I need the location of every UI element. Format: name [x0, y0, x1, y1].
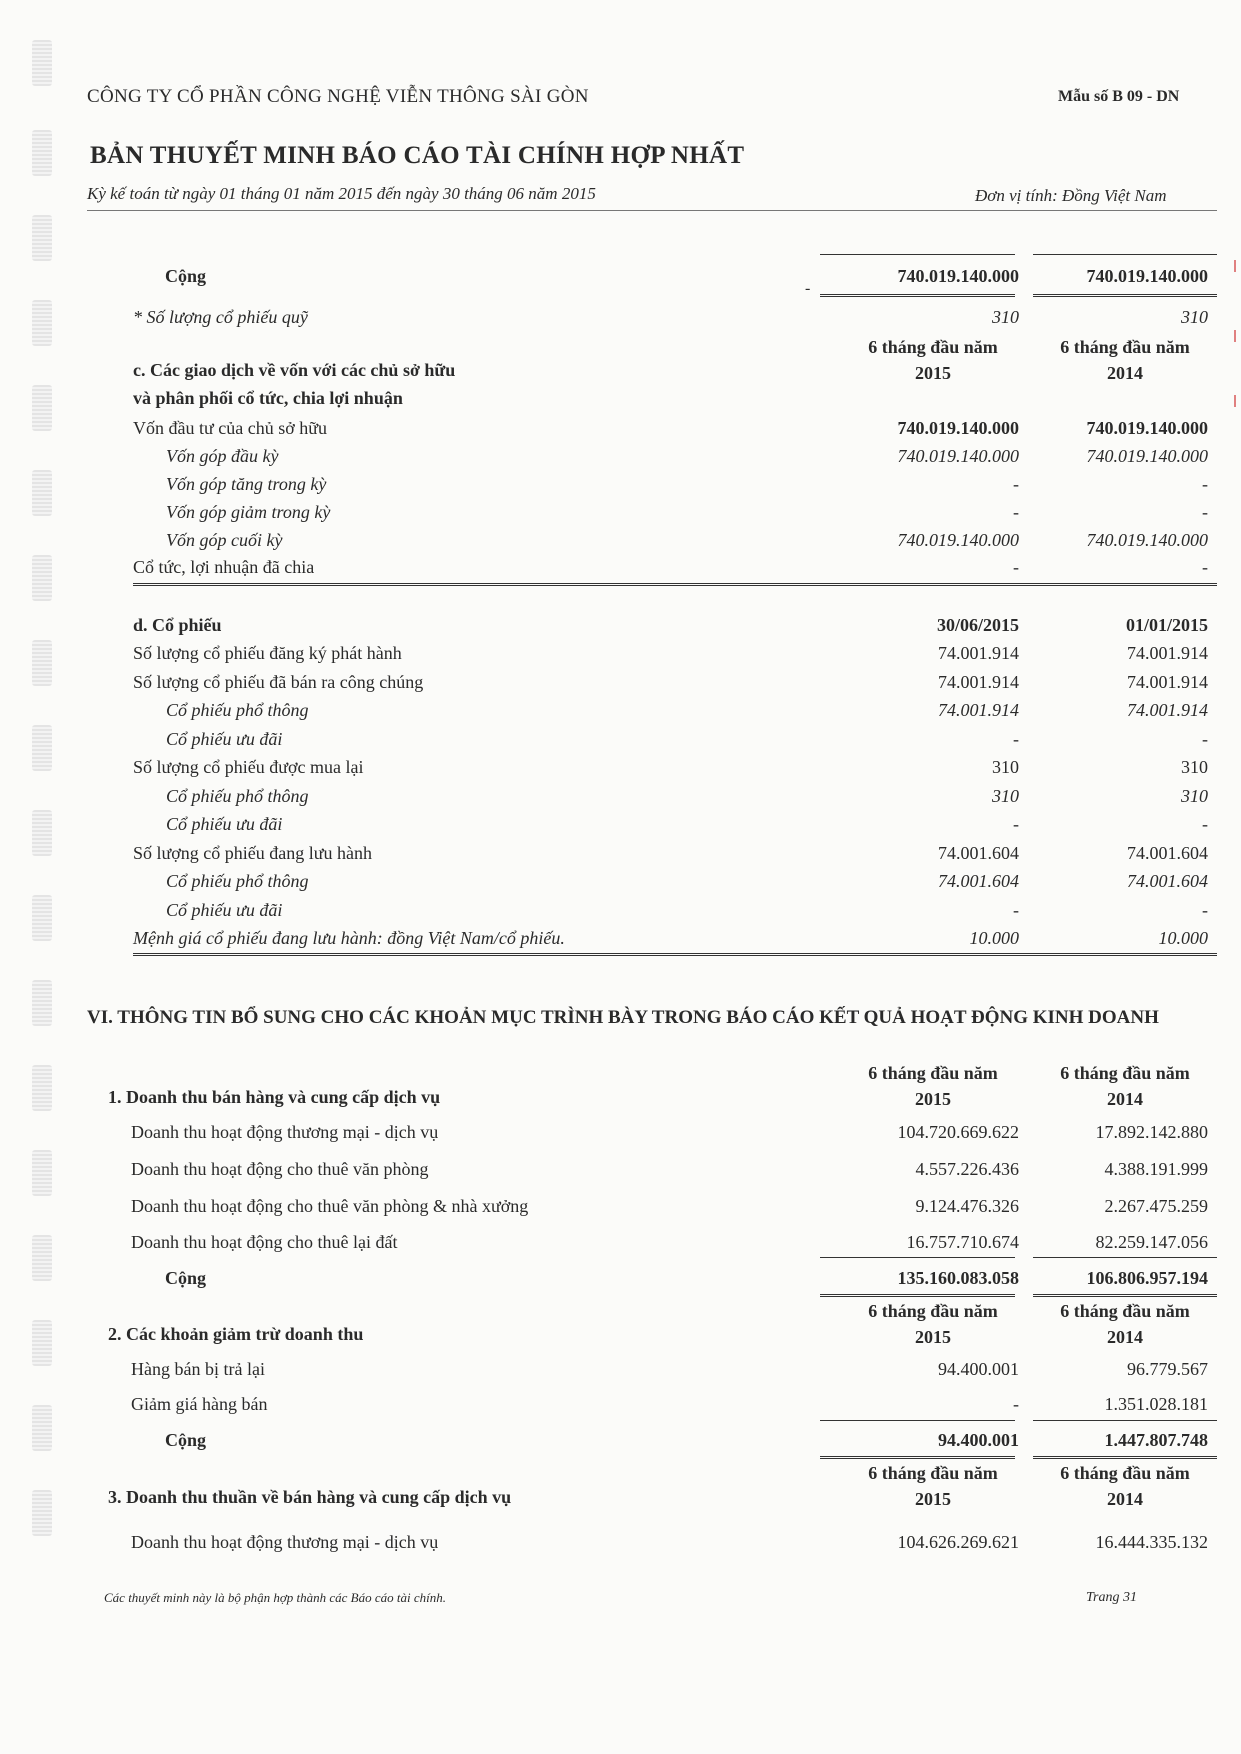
table-row — [0, 418, 1241, 442]
table-row — [0, 672, 1241, 696]
row-label: Số lượng cổ phiếu đang lưu hành — [133, 843, 373, 863]
row-label: Cổ phiếu ưu đãi — [166, 814, 283, 834]
dash-mark: - — [805, 280, 811, 297]
value-col2: - — [1202, 729, 1208, 749]
value-2015: 310 — [992, 307, 1019, 327]
value-2014: 1.351.028.181 — [1104, 1394, 1208, 1414]
column-header-2014 — [1030, 1060, 1220, 1112]
value-2014: 106.806.957.194 — [1086, 1268, 1208, 1288]
binder-hole — [32, 980, 52, 1026]
row-label: Cổ phiếu phổ thông — [166, 786, 309, 806]
table-row — [0, 1394, 1241, 1418]
value-2014: 82.259.147.056 — [1095, 1232, 1208, 1252]
rule — [1033, 1257, 1217, 1258]
value-2015: 740.019.140.000 — [897, 446, 1019, 466]
value-2015: - — [1013, 1394, 1019, 1414]
column-header-year: 2014 — [1107, 363, 1143, 383]
column-header-line: 6 tháng đầu năm — [868, 337, 998, 357]
column-header-2015 — [838, 1060, 1028, 1112]
value-2015: - — [1013, 474, 1019, 494]
value-col2: 74.001.914 — [1127, 672, 1208, 692]
table-row — [0, 1122, 1241, 1146]
section-c-title: c. Các giao dịch về vốn với các chủ sở hữu — [133, 360, 456, 380]
table-row — [0, 530, 1241, 554]
table-row — [0, 1196, 1241, 1220]
table-row — [0, 757, 1241, 781]
row-label: Cổ phiếu phổ thông — [166, 871, 309, 891]
double-rule — [1033, 294, 1217, 297]
column-header-line: 6 tháng đầu năm — [868, 1463, 998, 1483]
column-header-year: 2015 — [915, 1327, 951, 1347]
column-header-year: 2014 — [1107, 1327, 1143, 1347]
column-header-line: 6 tháng đầu năm — [1060, 1463, 1190, 1483]
column-header-year: 2015 — [915, 1089, 951, 1109]
column-header-year: 2014 — [1107, 1489, 1143, 1509]
header-divider — [87, 210, 1217, 211]
value-2014: 740.019.140.000 — [1086, 530, 1208, 550]
value-col1: 74.001.914 — [938, 643, 1019, 663]
page-number: Trang 31 — [1086, 1590, 1137, 1605]
value-2014: 16.444.335.132 — [1095, 1532, 1208, 1552]
value-col2: 74.001.914 — [1127, 643, 1208, 663]
row-label: Doanh thu hoạt động cho thuê văn phòng — [131, 1159, 429, 1179]
table-row — [0, 814, 1241, 838]
column-header-2014 — [1030, 1460, 1220, 1512]
value-2015: 104.626.269.621 — [897, 1532, 1019, 1552]
table-row — [0, 729, 1241, 753]
reporting-period: Kỳ kế toán từ ngày 01 tháng 01 năm 2015 đến ngày 30 tháng 06 năm 2015 — [87, 184, 596, 203]
value-col2: 74.001.604 — [1127, 843, 1208, 863]
section-d-title: d. Cổ phiếu — [133, 615, 222, 635]
value-col1: 74.001.914 — [938, 672, 1019, 692]
double-rule — [820, 1456, 1015, 1459]
value-col1: - — [1013, 729, 1019, 749]
double-rule — [1033, 1294, 1217, 1297]
value-2014: 310 — [1181, 307, 1208, 327]
value-2015: - — [1013, 557, 1019, 577]
rule — [820, 1257, 1015, 1258]
row-label: Doanh thu hoạt động cho thuê văn phòng & nhà xưởng — [131, 1196, 529, 1216]
value-col2: 310 — [1181, 786, 1208, 806]
row-label: Mệnh giá cổ phiếu đang lưu hành: đồng Việt Nam/cổ phiếu. — [133, 928, 565, 948]
table-row-total — [0, 1268, 1241, 1292]
column-header-2015 — [838, 1460, 1028, 1512]
value-col1: 310 — [992, 757, 1019, 777]
binder-hole — [32, 1065, 52, 1111]
table-row — [0, 1232, 1241, 1256]
row-label: Vốn đầu tư của chủ sở hữu — [133, 418, 327, 438]
value-2015: - — [1013, 502, 1019, 522]
column-header-2015 — [838, 1298, 1028, 1350]
column-header-2014 — [1030, 1298, 1220, 1350]
row-label: Giảm giá hàng bán — [131, 1394, 268, 1414]
row-label: Vốn góp tăng trong kỳ — [166, 474, 327, 494]
table-row — [0, 786, 1241, 810]
row-label: Vốn góp cuối kỳ — [166, 530, 283, 550]
row-label: Cổ tức, lợi nhuận đã chia — [133, 557, 315, 577]
column-header-date1: 30/06/2015 — [936, 615, 1019, 635]
double-rule — [133, 583, 1217, 586]
value-col1: 310 — [992, 786, 1019, 806]
row-label: Hàng bán bị trả lại — [131, 1359, 265, 1379]
table-row — [0, 1359, 1241, 1383]
table-row — [0, 928, 1241, 952]
value-col2: 310 — [1181, 757, 1208, 777]
value-2014: - — [1202, 502, 1208, 522]
row-label: Vốn góp đầu kỳ — [166, 446, 279, 466]
value-2014: 4.388.191.999 — [1104, 1159, 1208, 1179]
value-2015: 740.019.140.000 — [897, 530, 1019, 550]
row-label: Doanh thu hoạt động thương mại - dịch vụ — [131, 1532, 439, 1552]
value-2015: 740.019.140.000 — [897, 266, 1019, 286]
table-row — [0, 1532, 1241, 1556]
table-row — [0, 643, 1241, 667]
value-2015: 16.757.710.674 — [906, 1232, 1019, 1252]
value-2015: 135.160.083.058 — [897, 1268, 1019, 1288]
currency-unit: Đơn vị tính: Đồng Việt Nam — [975, 186, 1167, 205]
row-label: Cổ phiếu ưu đãi — [166, 900, 283, 920]
subsection-3-title: 3. Doanh thu thuần về bán hàng và cung cấp dịch vụ — [108, 1487, 512, 1507]
rule — [1033, 1420, 1217, 1421]
row-label: * Số lượng cổ phiếu quỹ — [133, 307, 308, 327]
value-2015: 94.400.001 — [938, 1359, 1019, 1379]
row-label: Doanh thu hoạt động thương mại - dịch vụ — [131, 1122, 439, 1142]
row-label: Cổ phiếu ưu đãi — [166, 729, 283, 749]
footer-note: Các thuyết minh này là bộ phận hợp thành các Báo cáo tài chính. — [104, 1590, 446, 1605]
margin-mark — [1234, 330, 1236, 342]
value-2014: 96.779.567 — [1127, 1359, 1208, 1379]
value-col2: 74.001.914 — [1127, 700, 1208, 720]
company-name: CÔNG TY CỔ PHẦN CÔNG NGHỆ VIỄN THÔNG SÀI GÒN — [87, 86, 589, 107]
column-header-year: 2014 — [1107, 1089, 1143, 1109]
value-2014: - — [1202, 557, 1208, 577]
table-row — [0, 502, 1241, 526]
table-row-total — [0, 266, 1241, 290]
form-number: Mẫu số B 09 - DN — [1058, 88, 1180, 105]
binder-hole — [32, 40, 52, 86]
margin-mark — [1234, 395, 1236, 407]
value-col1: - — [1013, 814, 1019, 834]
value-2015: 94.400.001 — [938, 1430, 1019, 1450]
value-col2: - — [1202, 900, 1208, 920]
column-header-year: 2015 — [915, 363, 951, 383]
row-label: Cổ phiếu phổ thông — [166, 700, 309, 720]
subsection-1-title: 1. Doanh thu bán hàng và cung cấp dịch vụ — [108, 1087, 441, 1107]
value-col1: - — [1013, 900, 1019, 920]
value-2014: 740.019.140.000 — [1086, 266, 1208, 286]
table-row — [0, 1159, 1241, 1183]
value-2014: - — [1202, 474, 1208, 494]
document-title: BẢN THUYẾT MINH BÁO CÁO TÀI CHÍNH HỢP NHẤT — [90, 142, 745, 169]
value-2014: 740.019.140.000 — [1086, 418, 1208, 438]
value-col1: 74.001.604 — [938, 843, 1019, 863]
row-label: Cộng — [165, 1430, 207, 1450]
row-label: Doanh thu hoạt động cho thuê lại đất — [131, 1232, 398, 1252]
row-label: Cộng — [165, 266, 207, 286]
double-rule — [820, 294, 1015, 297]
value-col1: 74.001.604 — [938, 871, 1019, 891]
value-2015: 740.019.140.000 — [897, 418, 1019, 438]
double-rule — [133, 953, 1217, 956]
binder-hole — [32, 1490, 52, 1536]
section-c-title-cont: và phân phối cổ tức, chia lợi nhuận — [133, 388, 403, 408]
value-2015: 104.720.669.622 — [897, 1122, 1019, 1142]
value-col1: 10.000 — [969, 928, 1019, 948]
table-row — [0, 871, 1241, 895]
value-2014: 17.892.142.880 — [1095, 1122, 1208, 1142]
table-row — [0, 843, 1241, 867]
subsection-2-title: 2. Các khoản giảm trừ doanh thu — [108, 1324, 364, 1344]
double-rule — [820, 1294, 1015, 1297]
row-label: Vốn góp giảm trong kỳ — [166, 502, 331, 522]
column-header-line: 6 tháng đầu năm — [868, 1063, 998, 1083]
value-col2: 10.000 — [1158, 928, 1208, 948]
binder-hole — [32, 130, 52, 176]
column-header-line: 6 tháng đầu năm — [1060, 1301, 1190, 1321]
table-row-treasury — [0, 307, 1241, 331]
column-header-line: 6 tháng đầu năm — [1060, 337, 1190, 357]
value-2015: 9.124.476.326 — [915, 1196, 1019, 1216]
value-col2: 74.001.604 — [1127, 871, 1208, 891]
table-row — [0, 474, 1241, 498]
column-header-year: 2015 — [915, 1489, 951, 1509]
double-rule — [1033, 1456, 1217, 1459]
value-2015: 4.557.226.436 — [915, 1159, 1019, 1179]
value-2014: 740.019.140.000 — [1086, 446, 1208, 466]
section-vi-title: VI. THÔNG TIN BỔ SUNG CHO CÁC KHOẢN MỤC TRÌNH BÀY TRONG BÁO CÁO KẾT QUẢ HOẠT ĐỘNG KINH DOANH — [87, 1007, 1159, 1028]
table-row — [0, 557, 1241, 581]
value-2014: 2.267.475.259 — [1104, 1196, 1208, 1216]
value-2014: 1.447.807.748 — [1104, 1430, 1208, 1450]
column-header-date2: 01/01/2015 — [1125, 615, 1208, 635]
rule — [820, 1420, 1015, 1421]
section-d-header — [0, 615, 1241, 639]
rule — [1033, 254, 1217, 255]
column-header-2014 — [1030, 334, 1220, 386]
row-label: Cộng — [165, 1268, 207, 1288]
rule — [820, 254, 1015, 255]
table-row — [0, 446, 1241, 470]
column-header-2015 — [838, 334, 1028, 386]
row-label: Số lượng cổ phiếu đã bán ra công chúng — [133, 672, 424, 692]
row-label: Số lượng cổ phiếu đăng ký phát hành — [133, 643, 402, 663]
value-col1: 74.001.914 — [938, 700, 1019, 720]
binder-hole — [32, 215, 52, 261]
column-header-line: 6 tháng đầu năm — [1060, 1063, 1190, 1083]
row-label: Số lượng cổ phiếu được mua lại — [133, 757, 364, 777]
column-header-line: 6 tháng đầu năm — [868, 1301, 998, 1321]
table-row — [0, 900, 1241, 924]
value-col2: - — [1202, 814, 1208, 834]
table-row-total — [0, 1430, 1241, 1454]
table-row — [0, 700, 1241, 724]
